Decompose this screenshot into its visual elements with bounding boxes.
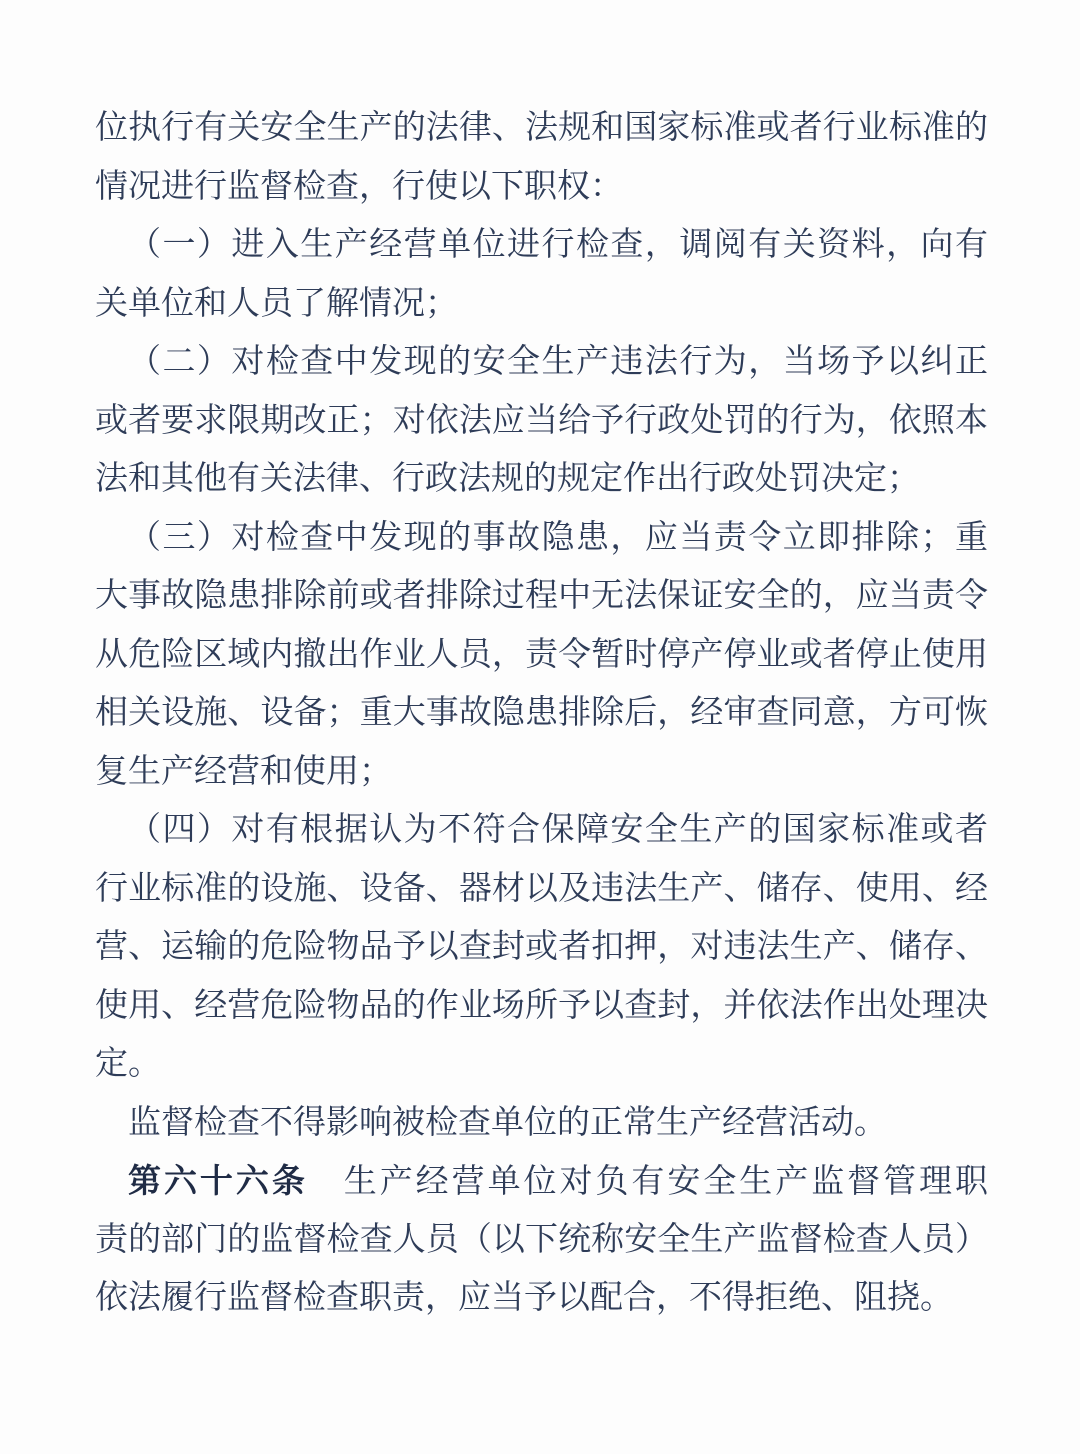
document-line: 从危险区域内撤出作业人员，责令暂时停产停业或者停止使用 xyxy=(95,636,988,673)
document-line: 复生产经营和使用； xyxy=(95,753,392,790)
document-line xyxy=(95,1152,988,1211)
document-line: 或者要求限期改正；对依法应当给予行政处罚的行为，依照本 xyxy=(95,402,988,439)
document-line: 情况进行监督检查，行使以下职权： xyxy=(95,168,623,205)
document-line: 法和其他有关法律、行政法规的规定作出行政处罚决定； xyxy=(95,461,920,497)
document-line: 大事故隐患排除前或者排除过程中无法保证安全的，应当责令 xyxy=(95,578,988,614)
document-line: 监督检查不得影响被检查单位的正常生产经营活动。 xyxy=(128,1104,887,1141)
document-line: （四）对有根据认为不符合保障安全生产的国家标准或者 xyxy=(128,812,988,848)
document-line: （二）对检查中发现的安全生产违法行为，当场予以纠正 xyxy=(128,344,988,380)
line-text: 生产经营单位对负有安全生产监督管理职 xyxy=(307,1164,989,1200)
document-line: 责的部门的监督检查人员（以下统称安全生产监督检查人员） xyxy=(95,1221,988,1258)
document-line: （三）对检查中发现的事故隐患，应当责令立即排除；重 xyxy=(128,519,988,556)
document-text-block xyxy=(95,99,988,1328)
article-number: 第六十六条 xyxy=(128,1162,308,1199)
document-line: 位执行有关安全生产的法律、法规和国家标准或者行业标准的 xyxy=(95,110,988,146)
document-line: 使用、经营危险物品的作业场所予以查封，并依法作出处理决 xyxy=(95,987,988,1024)
document-line: 营、运输的危险物品予以查封或者扣押，对违法生产、储存、 xyxy=(95,929,988,965)
document-line: 相关设施、设备；重大事故隐患排除后，经审查同意，方可恢 xyxy=(95,695,988,731)
document-line: 行业标准的设施、设备、器材以及违法生产、储存、使用、经 xyxy=(95,870,988,907)
document-line: （一）进入生产经营单位进行检查，调阅有关资料，向有 xyxy=(128,227,988,263)
document-line: 关单位和人员了解情况； xyxy=(95,285,458,322)
document-line: 依法履行监督检查职责，应当予以配合，不得拒绝、阻挠。 xyxy=(95,1280,953,1316)
document-line: 定。 xyxy=(95,1046,161,1082)
